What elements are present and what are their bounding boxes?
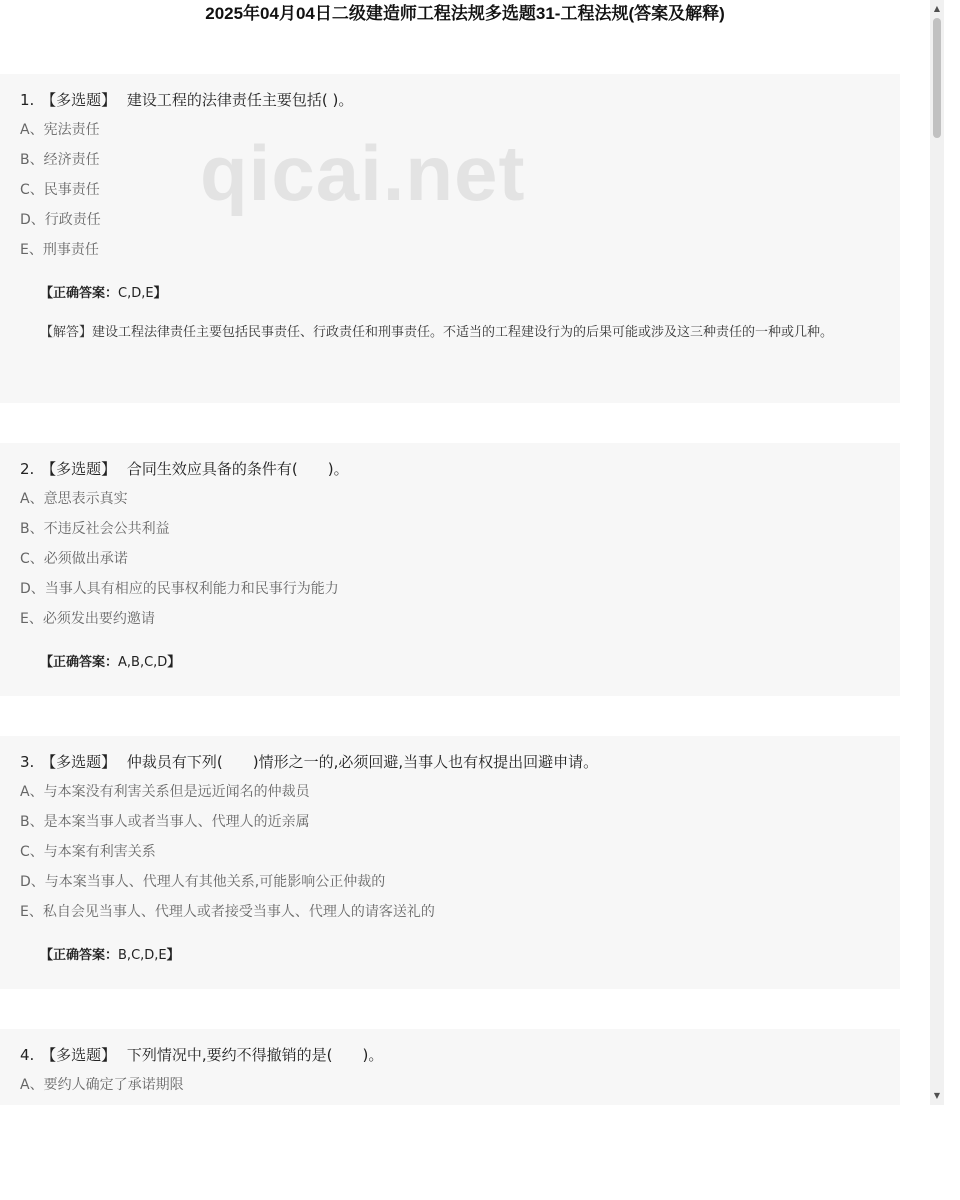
scrollbar-thumb[interactable] [933, 18, 941, 138]
question-type: 【多选题】 [41, 753, 117, 771]
question-header [20, 747, 880, 777]
question-card-1 [0, 74, 900, 403]
option-d: D、行政责任 [20, 212, 101, 228]
option-d: D、与本案当事人、代理人有其他关系,可能影响公正仲裁的 [20, 874, 386, 890]
option-a: A、意思表示真实 [20, 491, 128, 507]
question-header [20, 1040, 880, 1070]
answer-value: B,C,D,E [118, 948, 167, 963]
option-c: C、必须做出承诺 [20, 551, 128, 567]
scroll-down-arrow-icon[interactable]: ▼ [933, 1091, 941, 1100]
answer-label: 【正确答案： [40, 948, 119, 963]
option-b: B、是本案当事人或者当事人、代理人的近亲属 [20, 814, 310, 830]
option-a: A、要约人确定了承诺期限 [20, 1077, 184, 1093]
question-number: 2. [20, 460, 35, 478]
answer-label: 【正确答案： [40, 655, 119, 670]
question-text: 合同生效应具备的条件有( )。 [126, 460, 349, 478]
option-e: E、私自会见当事人、代理人或者接受当事人、代理人的请客送礼的 [20, 904, 435, 920]
option-b: B、经济责任 [20, 152, 100, 168]
option-c: C、民事责任 [20, 182, 100, 198]
correct-answer [40, 283, 880, 305]
option-b: B、不违反社会公共利益 [20, 521, 170, 537]
question-header [20, 454, 880, 484]
option-a: A、宪法责任 [20, 122, 100, 138]
answer-suffix: 】 [153, 286, 167, 301]
answer-value: C,D,E [118, 286, 154, 301]
question-text: 仲裁员有下列( )情形之一的,必须回避,当事人也有权提出回避申请。 [126, 753, 599, 771]
answer-suffix: 】 [167, 655, 181, 670]
vertical-scrollbar[interactable] [930, 0, 944, 1105]
watermark: qicai.net [200, 129, 526, 217]
question-number: 4. [20, 1046, 35, 1064]
explanation: 【解答】建设工程法律责任主要包括民事责任、行政责任和刑事责任。不适当的工程建设行为的后果可能或涉及这三种责任的一种或几种。 [40, 325, 834, 340]
answer-value: A,B,C,D [118, 655, 168, 670]
question-type: 【多选题】 [41, 91, 117, 109]
question-card-2 [0, 443, 900, 696]
correct-answer [40, 945, 880, 967]
question-header [20, 85, 880, 115]
question-card-3 [0, 736, 900, 989]
option-a: A、与本案没有利害关系但是远近闻名的仲裁员 [20, 784, 310, 800]
question-type: 【多选题】 [41, 1046, 117, 1064]
question-number: 3. [20, 753, 35, 771]
question-card-4 [0, 1029, 900, 1105]
answer-label: 【正确答案： [40, 286, 119, 301]
option-d: D、当事人具有相应的民事权利能力和民事行为能力 [20, 581, 339, 597]
option-e: E、刑事责任 [20, 242, 99, 258]
correct-answer [40, 652, 880, 674]
option-e: E、必须发出要约邀请 [20, 611, 155, 627]
answer-suffix: 】 [166, 948, 180, 963]
option-c: C、与本案有利害关系 [20, 844, 156, 860]
scroll-up-arrow-icon[interactable]: ▲ [933, 4, 941, 13]
question-type: 【多选题】 [41, 460, 117, 478]
question-text: 下列情况中,要约不得撤销的是( )。 [126, 1046, 384, 1064]
question-text: 建设工程的法律责任主要包括( )。 [126, 91, 354, 109]
question-number: 1. [20, 91, 35, 109]
page-title: 2025年04月04日二级建造师工程法规多选题31-工程法规(答案及解释) [205, 4, 725, 23]
